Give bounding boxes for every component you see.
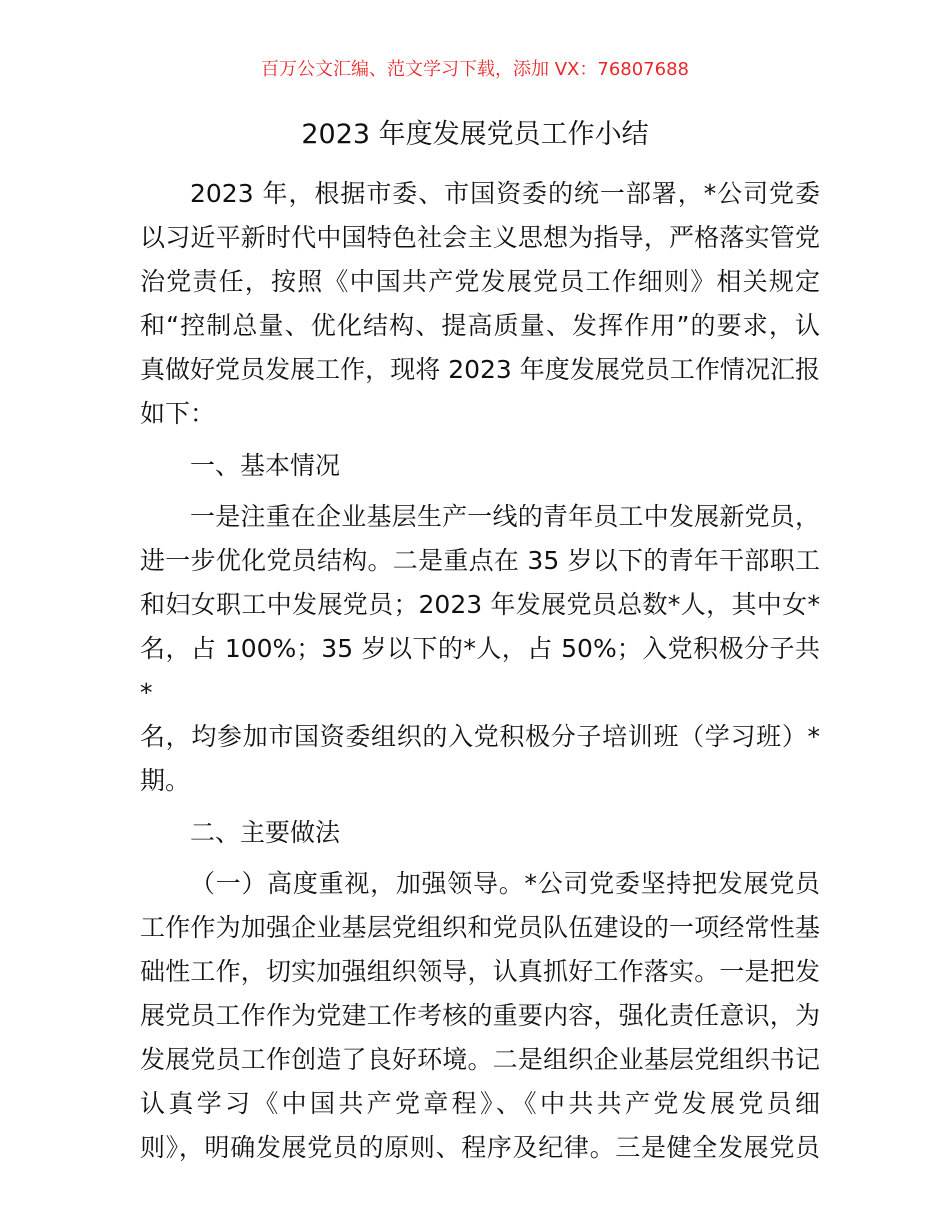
text-line: 和妇女职工中发展党员；2023 年发展党员总数*人，其中女* (140, 590, 820, 619)
text-line: 工作作为加强企业基层党组织和党员队伍建设的一项经常性基 (140, 913, 820, 942)
intro-paragraph (140, 172, 820, 436)
document-body (140, 172, 820, 1170)
document-title: 2023 年度发展党员工作小结 (301, 119, 649, 150)
text-line: 以习近平新时代中国特色社会主义思想为指导，严格落实管党 (140, 223, 820, 252)
section1-paragraph (140, 495, 820, 803)
text-line: 发展党员工作创造了良好环境。二是组织企业基层党组织书记 (140, 1045, 820, 1074)
text-line: 治党责任，按照《中国共产党发展党员工作细则》相关规定 (140, 267, 820, 296)
text-line: 础性工作，切实加强组织领导，认真抓好工作落实。一是把发 (140, 957, 820, 986)
text-line: 2023 年，根据市委、市国资委的统一部署，*公司党委 (190, 179, 820, 208)
section2-paragraph (140, 862, 820, 1170)
text-line: 一是注重在企业基层生产一线的青年员工中发展新党员， (190, 502, 820, 531)
text-line: 则》，明确发展党员的原则、程序及纪律。三是健全发展党员 (140, 1133, 820, 1162)
text-line: 真做好党员发展工作，现将 2023 年度发展党员工作情况汇报 (140, 355, 820, 384)
text-line: 名，均参加市国资委组织的入党积极分子培训班（学习班）* (140, 722, 820, 751)
text-line: 进一步优化党员结构。二是重点在 35 岁以下的青年干部职工 (140, 546, 820, 575)
text-line: 如下： (140, 399, 216, 428)
section-heading-basic: 一、基本情况 (190, 451, 341, 480)
text-line: 和“控制总量、优化结构、提高质量、发挥作用”的要求，认 (140, 311, 820, 340)
text-line: 认真学习《中国共产党章程》、《中共共产党发展党员细 (140, 1089, 820, 1118)
section-heading-methods: 二、主要做法 (190, 818, 341, 847)
text-line: 展党员工作作为党建工作考核的重要内容，强化责任意识，为 (140, 1001, 820, 1030)
watermark: 百万公文汇编、范文学习下载，添加 VX：76807688 (261, 59, 689, 80)
text-line: （一）高度重视，加强领导。*公司党委坚持把发展党员 (190, 869, 820, 898)
text-line: 名，占 100%；35 岁以下的*人，占 50%；入党积极分子共* (140, 634, 820, 707)
text-line: 期。 (140, 766, 191, 795)
